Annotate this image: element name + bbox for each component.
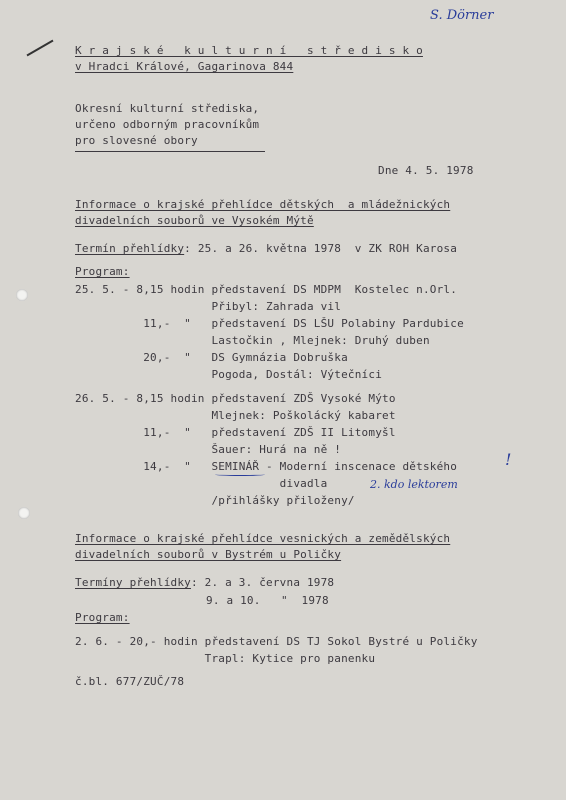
- recipient-rule: [75, 151, 265, 152]
- section1-title-1: Informace o krajské přehlídce dětských a mládežnických: [75, 198, 451, 211]
- pencil-mark: [27, 40, 54, 57]
- handwritten-exclamation: !: [505, 450, 512, 469]
- program-row: Trapl: Kytice pro panenku: [75, 652, 376, 665]
- section2-term: [75, 576, 334, 589]
- section2-title-2: divadelních souborů v Bystrém u Poličky: [75, 548, 342, 561]
- program-row: 11,- " představení ZDŠ II Litomyšl: [75, 426, 396, 439]
- section2-term-value: : 2. a 3. června 1978: [190, 576, 335, 589]
- org-name: K r a j s k é k u l t u r n í s t ř e d i s k o: [75, 44, 423, 57]
- program-row: 14,- " SEMINÁŘ - Moderní inscenace dětského: [75, 460, 458, 473]
- section2-title-1: Informace o krajské přehlídce vesnických a zemědělských: [75, 532, 451, 545]
- section1-title-2: divadelních souborů ve Vysokém Mýtě: [75, 214, 314, 227]
- section1-term: [75, 242, 457, 255]
- section2-term-second: 9. a 10. " 1978: [206, 594, 329, 607]
- program-row: Pogoda, Dostál: Výtečníci: [75, 368, 383, 381]
- recipient-line-2: určeno odborným pracovníkům: [75, 118, 260, 131]
- handwritten-signature: S. Dörner: [430, 8, 494, 23]
- section1-term-value: : 25. a 26. května 1978 v ZK ROH Karosa: [184, 242, 458, 255]
- program-row: Šauer: Hurá na ně !: [75, 443, 342, 456]
- reference-number: č.bl. 677/ZUČ/78: [75, 675, 185, 688]
- section1-term-label: Termín přehlídky: [75, 242, 185, 255]
- program-row: 26. 5. - 8,15 hodin představení ZDŠ Vysoké Mýto: [75, 392, 396, 405]
- program-row: 2. 6. - 20,- hodin představení DS TJ Sokol Bystré u Poličky: [75, 635, 478, 648]
- punch-hole-top: [16, 289, 28, 301]
- handwritten-note: 2. kdo lektorem: [370, 478, 458, 491]
- section2-program-label: Program:: [75, 611, 130, 624]
- program-row: Lastočkin , Mlejnek: Druhý duben: [75, 334, 430, 347]
- section2-term-label: Termíny přehlídky: [75, 576, 191, 589]
- handwritten-underline: [215, 473, 265, 476]
- punch-hole-bottom: [18, 507, 30, 519]
- program-row: /přihlášky přiloženy/: [75, 494, 355, 507]
- program-row: 11,- " představení DS LŠU Polabiny Pardubice: [75, 317, 464, 330]
- program-row: divadla: [75, 477, 328, 490]
- letter-date: Dne 4. 5. 1978: [378, 164, 474, 177]
- program-row: Přibyl: Zahrada vil: [75, 300, 342, 313]
- org-address: v Hradci Králové, Gagarinova 844: [75, 60, 294, 73]
- recipient-line-1: Okresní kulturní střediska,: [75, 102, 260, 115]
- program-row: 20,- " DS Gymnázia Dobruška: [75, 351, 348, 364]
- recipient-line-3: pro slovesné obory: [75, 134, 198, 147]
- section1-program-label: Program:: [75, 265, 130, 278]
- program-row: 25. 5. - 8,15 hodin představení DS MDPM Kostelec n.Orl.: [75, 283, 458, 296]
- program-row: Mlejnek: Poškolácký kabaret: [75, 409, 396, 422]
